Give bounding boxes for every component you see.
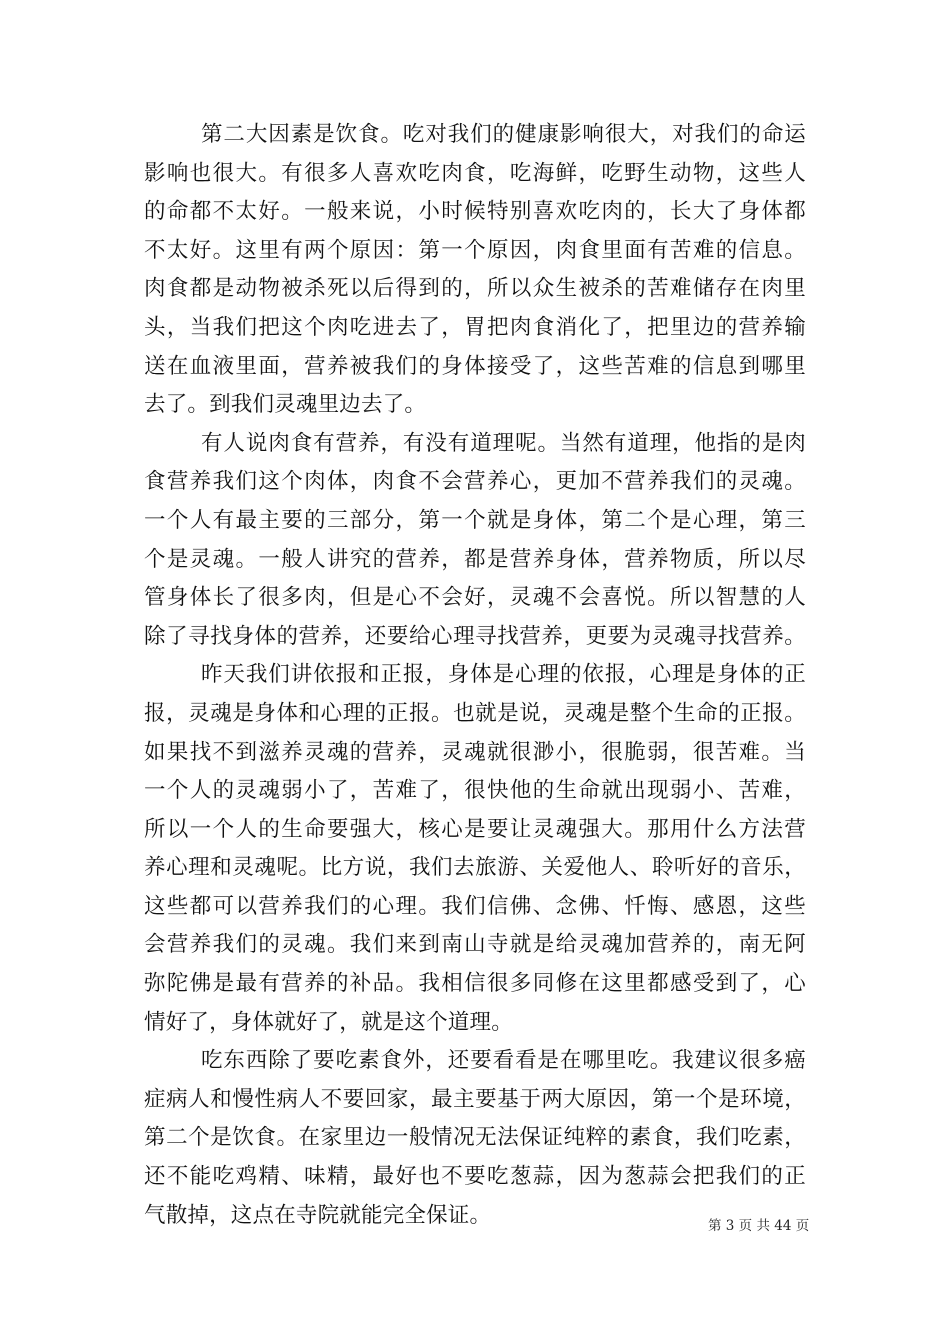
paragraph-3-line-3: 如果找不到滋养灵魂的营养，灵魂就很渺小，很脆弱，很苦难。当 <box>144 739 806 765</box>
paragraph-2-line-3: 一个人有最主要的三部分，第一个就是身体，第二个是心理，第三 <box>144 507 806 533</box>
paragraph-3-line-9: 弥陀佛是最有营养的补品。我相信很多同修在这里都感受到了，心 <box>144 971 806 997</box>
page-number: 第 3 页 共 44 页 <box>708 1218 810 1234</box>
paragraph-4-line-1: 吃东西除了要吃素食外，还要看看是在哪里吃。我建议很多癌 <box>201 1048 806 1074</box>
paragraph-1-line-6: 头，当我们把这个肉吃进去了，胃把肉食消化了，把里边的营养输 <box>144 314 806 340</box>
paragraph-3-line-1: 昨天我们讲依报和正报，身体是心理的依报，心理是身体的正 <box>201 662 806 688</box>
paragraph-3-line-7: 这些都可以营养我们的心理。我们信佛、念佛、忏悔、感恩，这些 <box>144 893 806 919</box>
paragraph-1-line-3: 的命都不太好。一般来说，小时候特别喜欢吃肉的，长大了身体都 <box>144 199 806 225</box>
paragraph-1-line-7: 送在血液里面，营养被我们的身体接受了，这些苦难的信息到哪里 <box>144 353 806 379</box>
paragraph-1-line-4: 不太好。这里有两个原因：第一个原因，肉食里面有苦难的信息。 <box>144 237 806 263</box>
paragraph-2-line-1: 有人说肉食有营养，有没有道理呢。当然有道理，他指的是肉 <box>201 430 806 456</box>
paragraph-2-line-4: 个是灵魂。一般人讲究的营养，都是营养身体，营养物质，所以尽 <box>144 546 806 572</box>
paragraph-1-line-2: 影响也很大。有很多人喜欢吃肉食，吃海鲜，吃野生动物，这些人 <box>144 160 806 186</box>
paragraph-1-line-1: 第二大因素是饮食。吃对我们的健康影响很大，对我们的命运 <box>201 122 806 147</box>
paragraph-4-line-3: 第二个是饮食。在家里边一般情况无法保证纯粹的素食，我们吃素， <box>144 1125 806 1151</box>
paragraph-2-line-2: 食营养我们这个肉体，肉食不会营养心，更加不营养我们的灵魂。 <box>144 469 806 495</box>
paragraph-1-line-8: 去了。到我们灵魂里边去了。 <box>144 392 427 418</box>
body-text <box>144 116 806 1235</box>
paragraph-3-line-8: 会营养我们的灵魂。我们来到南山寺就是给灵魂加营养的，南无阿 <box>144 932 806 958</box>
paragraph-3-line-4: 一个人的灵魂弱小了，苦难了，很快他的生命就出现弱小、苦难， <box>144 778 806 804</box>
paragraph-3-line-10: 情好了，身体就好了，就是这个道理。 <box>144 1009 513 1035</box>
paragraph-3-line-5: 所以一个人的生命要强大，核心是要让灵魂强大。那用什么方法营 <box>144 816 806 842</box>
paragraph-3-line-2: 报，灵魂是身体和心理的正报。也就是说，灵魂是整个生命的正报。 <box>144 700 806 726</box>
paragraph-4-line-5: 气散掉，这点在寺院就能完全保证。 <box>144 1202 492 1228</box>
paragraph-2-line-5: 管身体长了很多肉，但是心不会好，灵魂不会喜悦。所以智慧的人 <box>144 585 806 611</box>
paragraph-1-line-5: 肉食都是动物被杀死以后得到的，所以众生被杀的苦难储存在肉里 <box>144 276 806 302</box>
paragraph-4-line-2: 症病人和慢性病人不要回家，最主要基于两大原因，第一个是环境， <box>144 1086 806 1112</box>
paragraph-4-line-4: 还不能吃鸡精、味精，最好也不要吃葱蒜，因为葱蒜会把我们的正 <box>144 1164 806 1190</box>
paragraph-3-line-6: 养心理和灵魂呢。比方说，我们去旅游、关爱他人、聆听好的音乐， <box>144 855 806 881</box>
paragraph-2-line-6: 除了寻找身体的营养，还要给心理寻找营养，更要为灵魂寻找营养。 <box>144 623 806 649</box>
